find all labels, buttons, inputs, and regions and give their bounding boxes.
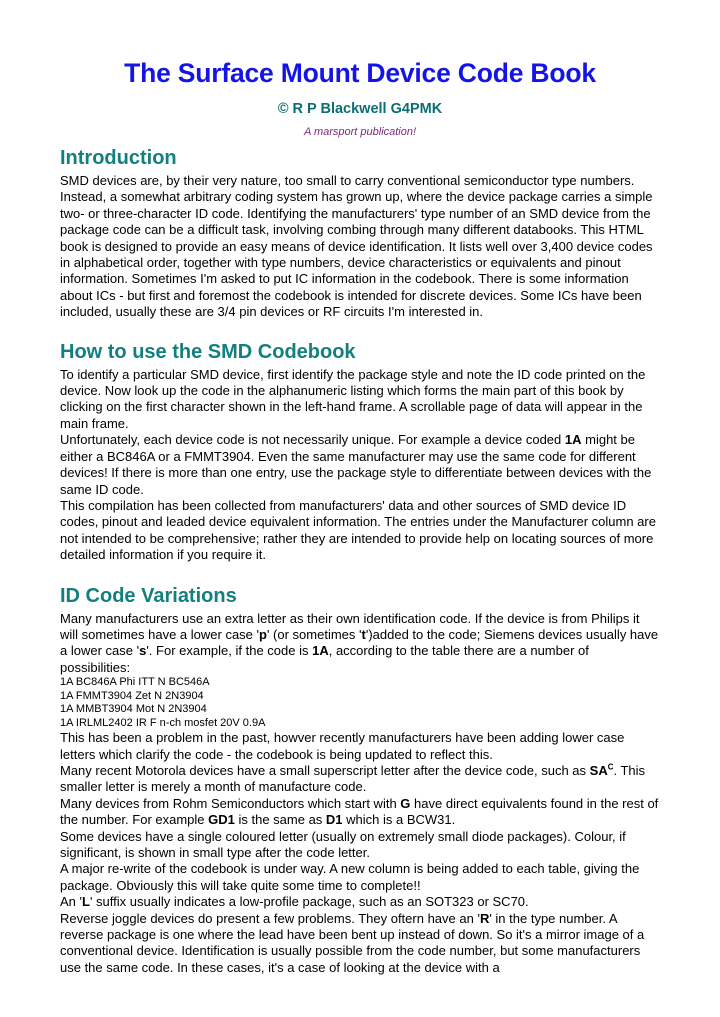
text-run: Many devices from Rohm Semiconductors which start with: [60, 795, 401, 811]
how-to-use-paragraph-2: [60, 432, 660, 498]
example-row: 1A MMBT3904 Mot N 2N3904: [60, 703, 207, 716]
text-run: is the same as: [234, 812, 326, 828]
example-row: 1A BC846A Phi ITT N BC546A: [60, 676, 210, 689]
code-example: 1A: [312, 643, 329, 659]
suffix-letter: p: [259, 626, 267, 642]
example-row: 1A FMMT3904 Zet N 2N3904: [60, 689, 204, 702]
id-code-variations-heading: ID Code Variations: [60, 584, 237, 607]
id-code-paragraph-7: [60, 894, 660, 910]
id-code-variations-body: [60, 611, 660, 977]
id-code-paragraph-5: Some devices have a single coloured letter (usually on extremely small diode packages). Colour, if significant, is shown in small type after the code letter.: [60, 828, 626, 860]
id-code-paragraph-1: [60, 611, 660, 677]
how-to-use-paragraph-1: To identify a particular SMD device, first identify the package style and note the ID code printed on the device. Now look up the code in the alphanumeric listing which forms the main part of this book by clicking on the first character shown in the left-hand frame. A scrollable page of data will appear in the main frame.: [60, 366, 646, 431]
how-to-use-heading: How to use the SMD Codebook: [60, 340, 356, 363]
text-run: ')added to the code; Siemens devices usually have a lower case ': [60, 626, 659, 659]
author-line: © R P Blackwell G4PMK: [277, 101, 443, 117]
suffix-letter: R: [479, 910, 490, 926]
text-run: ' suffix usually indicates a low-profile package, such as an SOT323 or SC70.: [89, 894, 529, 910]
text-run: which is a BCW31.: [342, 812, 456, 828]
code-example: [590, 763, 614, 778]
code-example: 1A: [564, 432, 582, 448]
text-run: '. For example, if the code is: [146, 643, 313, 659]
text-run: have direct equivalents found in the rest of the number. For example: [60, 795, 659, 828]
text-run: , according to the table there are a number of possibilities:: [60, 643, 589, 675]
how-to-use-body: [60, 367, 660, 564]
superscript-letter: C: [607, 762, 614, 772]
text-run: . This smaller letter is merely a month of manufacture code.: [60, 762, 646, 795]
text-run: Many recent Motorola devices have a small superscript letter after the device code, such as: [60, 762, 590, 778]
text-run: Many manufacturers use an extra letter as their own identification code. If the device is from Philips it will sometimes have a lower case ': [60, 610, 640, 642]
id-code-paragraph-4: [60, 796, 660, 829]
introduction-text: SMD devices are, by their very nature, too small to carry conventional semiconductor type numbers. Instead, a somewhat arbitrary coding system has grown up, where the device package carries a simple two- or three-character ID code. Identifying the manufacturers' type number of an SMD device from the package code can be a difficult task, involving combing through many different databooks. This HTML book is designed to provide an easy means of device identification. It lists well over 3,400 device codes in alphabetical order, together with type numbers, device characteristics or equivalents and pinout information. Sometimes I'm asked to put IC information in the codebook. There is some information about ICs - but first and foremost the codebook is intended for discrete devices. Some ICs have been included, usually these are 3/4 pin devices or RF circuits I'm interested in.: [60, 173, 653, 320]
code-example: G: [400, 795, 411, 811]
suffix-letter: t: [361, 626, 366, 642]
text-run: ' in the type number. A reverse package is one where the lead have been bent up instead of down. So it's a mirror image of a conventional device. Identification is usually possible from the code number, but some manufacturers use the same code. In these cases, it's a case of looking at the device with a: [60, 910, 645, 975]
text-run: might be either a BC846A or a FMMT3904. Even the same manufacturer may use the same code for different devices! If there is more than one entry, use the package style to differentiate between devices with the same ID code.: [60, 432, 652, 497]
text-run: Reverse joggle devices do present a few problems. They oftern have an ': [60, 910, 480, 926]
document-page: [60, 56, 660, 976]
text-run: An ': [60, 894, 82, 910]
suffix-letter: s: [139, 643, 147, 659]
suffix-letter: L: [82, 894, 90, 910]
page-title: The Surface Mount Device Code Book: [124, 58, 596, 88]
code-example: D1: [325, 812, 343, 828]
id-code-paragraph-3: [60, 763, 660, 796]
publisher-line: A marsport publication!: [303, 126, 417, 138]
id-code-paragraph-2: This has been a problem in the past, howver recently manufacturers have been adding lower case letters which clarify the code - the codebook is being updated to reflect this.: [60, 730, 625, 762]
id-code-paragraph-6: A major re-write of the codebook is under way. A new column is being added to each table, giving the package. Obviously this will take quite some time to complete!!: [60, 861, 640, 893]
introduction-heading: Introduction: [60, 147, 177, 169]
text-run: Unfortunately, each device code is not necessarily unique. For example a device coded: [60, 432, 565, 448]
code-text: SA: [589, 762, 608, 778]
example-row: 1A IRLML2402 IR F n-ch mosfet 20V 0.9A: [60, 716, 266, 729]
code-example: GD1: [208, 812, 235, 828]
how-to-use-paragraph-3: This compilation has been collected from manufacturers' data and other sources of SMD device ID codes, pinout and leaded device equivalent information. The entries under the Manufacturer column are not intended to be comprehensive; rather they are intended to provide help on locating sources of more detailed information if you require it.: [60, 497, 656, 563]
text-run: ' (or sometimes ': [266, 626, 362, 642]
id-code-paragraph-8: [60, 911, 660, 977]
